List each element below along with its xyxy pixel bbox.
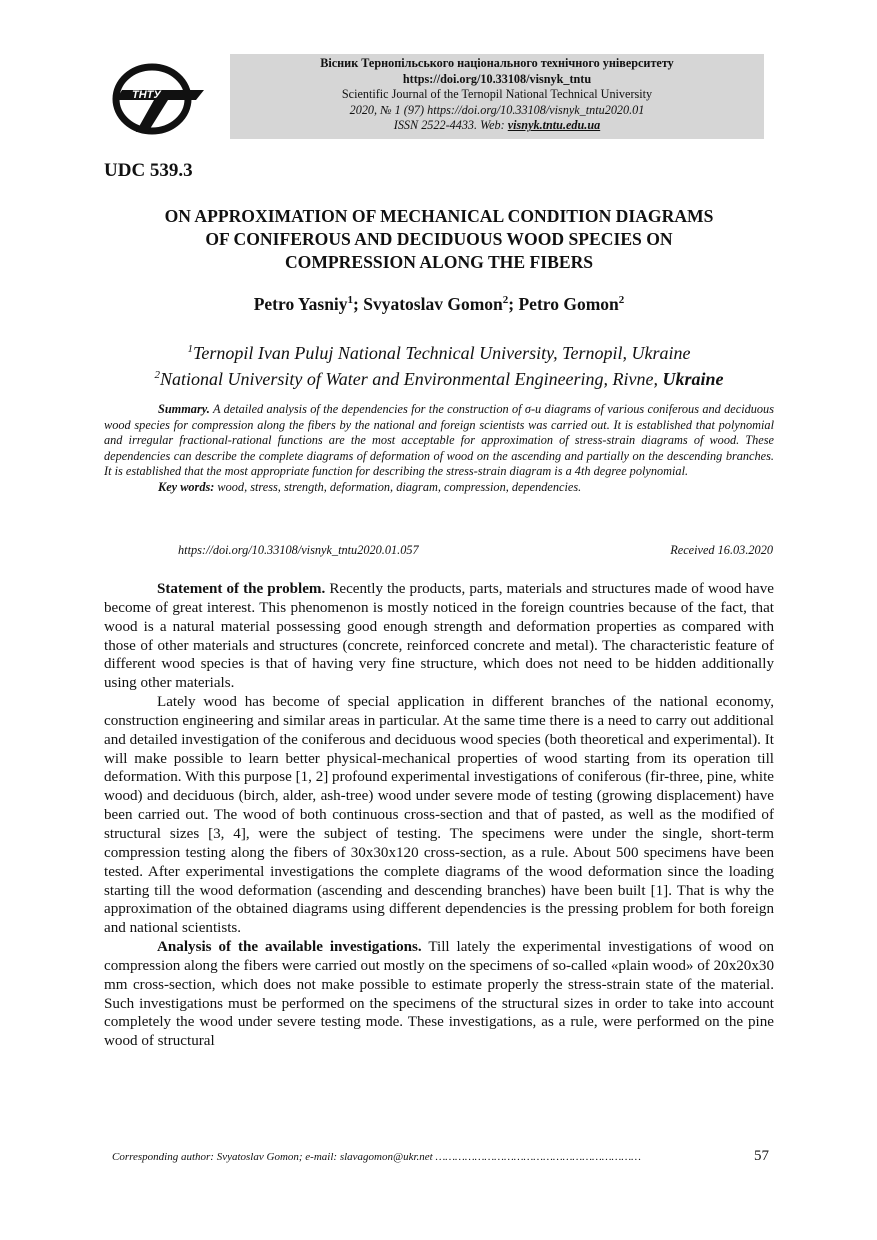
received-date: Received 16.03.2020	[670, 543, 773, 557]
affiliation-2-marker: 2	[154, 369, 160, 381]
author-3-affiliation: 2	[618, 294, 625, 307]
paragraph	[104, 938, 774, 1051]
journal-website-link[interactable]: visnyk.tntu.edu.ua	[507, 118, 601, 133]
author-3: Petro Gomon	[518, 294, 619, 314]
footer-leader-dots: ………………………………………………………	[435, 1151, 641, 1163]
paragraph-text: Recently the products, parts, materials and structures made of wood have become of great interest. This phenomenon is mostly noticed in the foreign countries because of the fact, that wood is a natural material possessing good enough strength and deformation properties as compared with those of other materials and structures (concrete, reinforced concrete and metal). The characteristic feature of different wood species is that of having very fine structure, which does not need to be hidden additionally using other materials.	[104, 581, 775, 692]
footer-corresponding-author	[112, 1151, 772, 1163]
journal-doi: https://doi.org/10.33108/visnyk_tntu	[402, 71, 592, 86]
authors	[104, 294, 774, 315]
issue-info: 2020, № 1 (97) https://doi.org/10.33108/visnyk_tntu2020.01	[349, 102, 645, 117]
author-separator: ;	[508, 294, 519, 314]
corresponding-author-text: Corresponding author: Svyatoslav Gomon; e-mail: slavagomon@ukr.net	[112, 1151, 436, 1163]
issn-line	[230, 118, 764, 134]
author-2: Svyatoslav Gomon	[363, 294, 503, 314]
author-1-affiliation: 1	[347, 294, 354, 307]
paragraph-text: Till lately the experimental investigations of wood on compression along the fibers were carried out mostly on the specimens of so-called «plain wood» of 20x20x30 mm cross-section, which does not make possible to estimate properly the stress-strain state of the material. Such investigations must be performed on the specimens of the structural sizes in order to take into account completely the wood under severe testing mode. These investigations, as a rule, were performed on the pine wood of structural	[104, 939, 774, 1050]
paragraph	[104, 580, 774, 693]
page-number: 57	[754, 1148, 769, 1164]
author-separator: ;	[353, 294, 364, 314]
journal-header	[230, 54, 764, 139]
affiliation-1-text: Ternopil Ivan Puluj National Technical University, Ternopil, Ukraine	[193, 343, 691, 363]
section-heading: Statement of the problem.	[157, 581, 326, 597]
title-line-2: OF CONIFEROUS AND DECIDUOUS WOOD SPECIES ON	[205, 229, 673, 249]
author-2-affiliation: 2	[502, 294, 509, 307]
affiliation-2	[104, 364, 774, 390]
title-line-3: COMPRESSION ALONG THE FIBERS	[284, 252, 594, 272]
summary-text: A detailed analysis of the dependencies for the construction of σ-u diagrams of various coniferous and deciduous wood species for compression along the fibers by the national and foreign scientists was carried out. It is established that polynomial and irregular fractional-rational functions are the most acceptable for approximation of stress-strain diagrams of wood. These dependencies can describe the complete diagrams of deformation of wood on the ascending and partially on the descending branches. It is established that the most appropriate function for describing the stress-strain diagram is a 4th degree polynomial.	[104, 402, 774, 478]
title-line-1: ON APPROXIMATION OF MECHANICAL CONDITION DIAGRAMS	[164, 206, 714, 226]
logo-text: ТНТУ	[132, 89, 161, 101]
paragraph: Lately wood has become of special application in different branches of the national economy, construction engineering and similar areas in particular. At the same time there is a need to carry out additional and detailed investigation of the coniferous and deciduous wood species (both theoretical and experimental). It will make possible to learn better physical-mechanical properties of wood starting from its operation till deformation. With this purpose [1, 2] profound experimental investigations of coniferous (fir-three, pine, white wood) and deciduous (birch, alder, ash-tree) wood under severe mode of testing (growing displacement) have been carried out. The wood of both continuous cross-section and that of pasted, as well as the modified of structural sizes [3, 4], were the subject of testing. The specimens were under the single, short-term compression testing along the fibers of 30x30x120 cross-section, as a rule. About 500 specimens have been tested. After experimental investigations the complete diagrams of the wood deformation since the loading starting till the wood deformation (ascending and descending branches) have been built [1]. That is why the approximation of the obtained diagrams using different dependencies is the pressing problem for both foreign and national scientists.	[104, 694, 774, 937]
abstract	[104, 402, 774, 495]
keywords	[158, 480, 774, 496]
affiliation-1-marker: 1	[187, 343, 193, 355]
affiliation-1	[104, 338, 774, 364]
affiliations	[104, 338, 774, 390]
affiliation-2-text: National University of Water and Environmental Engineering, Rivne,	[159, 369, 663, 389]
paper-title	[104, 205, 774, 274]
body-text	[104, 580, 774, 1051]
summary-label: Summary.	[158, 402, 210, 416]
udc-code: UDC 539.3	[104, 160, 193, 181]
author-1: Petro Yasniy	[253, 294, 348, 314]
journal-name-en: Scientific Journal of the Ternopil National Technical University	[341, 87, 653, 102]
article-doi[interactable]: https://doi.org/10.33108/visnyk_tntu2020.01.057	[178, 543, 419, 557]
section-heading: Analysis of the available investigations.	[157, 939, 422, 956]
university-logo	[108, 62, 208, 136]
issn-text: ISSN 2522-4433. Web:	[393, 118, 508, 133]
keywords-text: wood, stress, strength, deformation, diagram, compression, dependencies.	[214, 479, 582, 494]
affiliation-2-country: Ukraine	[662, 369, 724, 389]
keywords-label: Key words:	[158, 479, 215, 494]
journal-name-uk: Вісник Тернопільського національного технічного університету	[320, 56, 674, 70]
